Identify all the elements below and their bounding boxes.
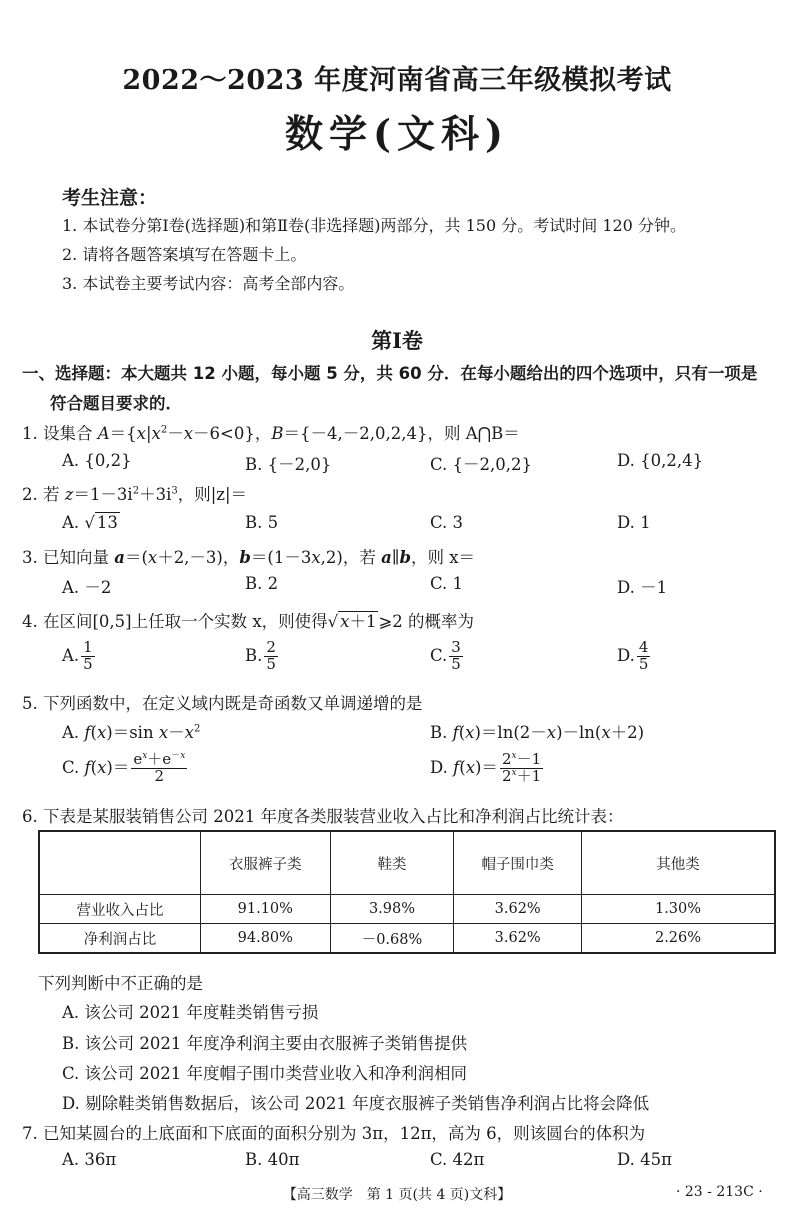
q5-option-a: A. f(x)＝sin $x-x^2$	[62, 723, 201, 742]
notice-item: 1. 本试卷分第Ⅰ卷(选择题)和第Ⅱ卷(非选择题)两部分，共 150 分。考试时间 120 分钟。	[62, 216, 686, 235]
exam-code: · 23 - 213C ·	[676, 1184, 763, 1200]
table-cell: 94.80%	[200, 924, 330, 954]
table-row	[39, 924, 775, 954]
q7-option-b: B. 40π	[245, 1150, 300, 1169]
q3-option-d: D. －1	[617, 578, 668, 597]
statistics-table	[38, 830, 776, 954]
table-cell: 净利润占比	[39, 924, 200, 954]
table-header-cell: 衣服裤子类	[200, 831, 330, 895]
q6-option-d: D. 剔除鞋类销售数据后，该公司 2021 年度衣服裤子类销售净利润占比将会降低	[62, 1094, 650, 1113]
q3-option-b: B. 2	[245, 574, 279, 593]
table-header-cell: 帽子围巾类	[454, 831, 582, 895]
q4-option-b: B. $\frac{2}{5}$	[245, 638, 276, 673]
table-cell: 营业收入占比	[39, 895, 200, 924]
q3-option-c: C. 1	[430, 574, 464, 593]
table-header-cell: 鞋类	[330, 831, 454, 895]
subject-title: 数学(文科)	[285, 111, 509, 156]
notice-item: 3. 本试卷主要考试内容：高考全部内容。	[62, 274, 355, 293]
table-header-cell	[39, 831, 200, 895]
q7-option-c: C. 42π	[430, 1150, 485, 1169]
table-cell: －0.68%	[330, 924, 454, 954]
question-1-stem: 1. 设集合 $A=\{x|x^2-x-6<0\}$，B＝{－4,－2,0,2,4}，则 A⋂B＝	[22, 424, 520, 443]
q7-option-d: D. 45π	[617, 1150, 672, 1169]
q1-option-d: D. {0,2,4}	[617, 451, 704, 470]
q4-option-d: D. $\frac{4}{5}$	[617, 638, 649, 673]
q3-option-a: A. －2	[62, 578, 112, 597]
page-footer: 【高三数学 第 1 页(共 4 页)文科】	[282, 1187, 512, 1203]
q6-option-a: A. 该公司 2021 年度鞋类销售亏损	[62, 1003, 319, 1022]
table-cell: 3.62%	[454, 895, 582, 924]
exam-title: 2022～2023 年度河南省高三年级模拟考试	[122, 65, 672, 96]
q1-option-a: A. {0,2}	[62, 451, 132, 470]
q2-option-c: C. 3	[430, 513, 464, 532]
q6-option-b: B. 该公司 2021 年度净利润主要由衣服裤子类销售提供	[62, 1034, 468, 1053]
question-3-stem: 3. 已知向量 a＝(x＋2,－3)，b＝(1－3x,2)，若 a∥b，则 x＝	[22, 548, 476, 567]
section-instructions: 一、选择题：本大题共 12 小题，每小题 5 分，共 60 分．在每小题给出的四个选项中，只有一项是	[22, 364, 758, 383]
question-6-stem: 6. 下表是某服装销售公司 2021 年度各类服装营业收入占比和净利润占比统计表：	[22, 807, 624, 826]
question-2-stem: 2. 若 $z=1-3i^2+3i^3$，则|z|＝	[22, 485, 248, 504]
table-cell: 2.26%	[582, 924, 775, 954]
table-cell: 91.10%	[200, 895, 330, 924]
q1-option-b: B. {－2,0}	[245, 455, 332, 474]
table-cell: 3.98%	[330, 895, 454, 924]
notice-heading: 考生注意：	[62, 187, 158, 209]
q5-option-d: D. f(x)＝ $\frac{2^x-1}{2^x+1}$	[430, 750, 542, 785]
table-row	[39, 895, 775, 924]
q4-option-a: A. $\frac{1}{5}$	[62, 638, 93, 673]
question-5-stem: 5. 下列函数中，在定义域内既是奇函数又单调递增的是	[22, 694, 423, 713]
question-4-stem: 4. 在区间[0,5]上任取一个实数 x，则使得√ x＋1 ⩾2 的概率为	[22, 612, 475, 631]
table-header-row	[39, 831, 775, 895]
q2-option-b: B. 5	[245, 513, 279, 532]
q6-option-c: C. 该公司 2021 年度帽子围巾类营业收入和净利润相同	[62, 1064, 468, 1083]
q7-option-a: A. 36π	[62, 1150, 117, 1169]
q2-option-d: D. 1	[617, 513, 651, 532]
q5-option-c: C. f(x)＝ $\frac{e^x+e^{-x}}{2}$	[62, 750, 186, 785]
q2-option-a: A. √ 13	[62, 513, 118, 532]
q4-option-c: C. $\frac{3}{5}$	[430, 638, 461, 673]
q6-question: 下列判断中不正确的是	[38, 974, 203, 993]
volume-heading: 第Ⅰ卷	[371, 328, 423, 353]
table-header-cell: 其他类	[582, 831, 775, 895]
q5-option-b: B. f(x)＝ln(2－x)－ln(x＋2)	[430, 723, 645, 742]
table-cell: 3.62%	[454, 924, 582, 954]
notice-item: 2. 请将各题答案填写在答题卡上。	[62, 245, 307, 264]
question-7-stem: 7. 已知某圆台的上底面和下底面的面积分别为 3π，12π，高为 6，则该圆台的体积为	[22, 1124, 646, 1143]
section-instructions-cont: 符合题目要求的．	[50, 394, 182, 413]
sqrt-radicand: 13	[96, 513, 118, 532]
table-cell: 1.30%	[582, 895, 775, 924]
q1-option-c: C. {－2,0,2}	[430, 455, 533, 474]
